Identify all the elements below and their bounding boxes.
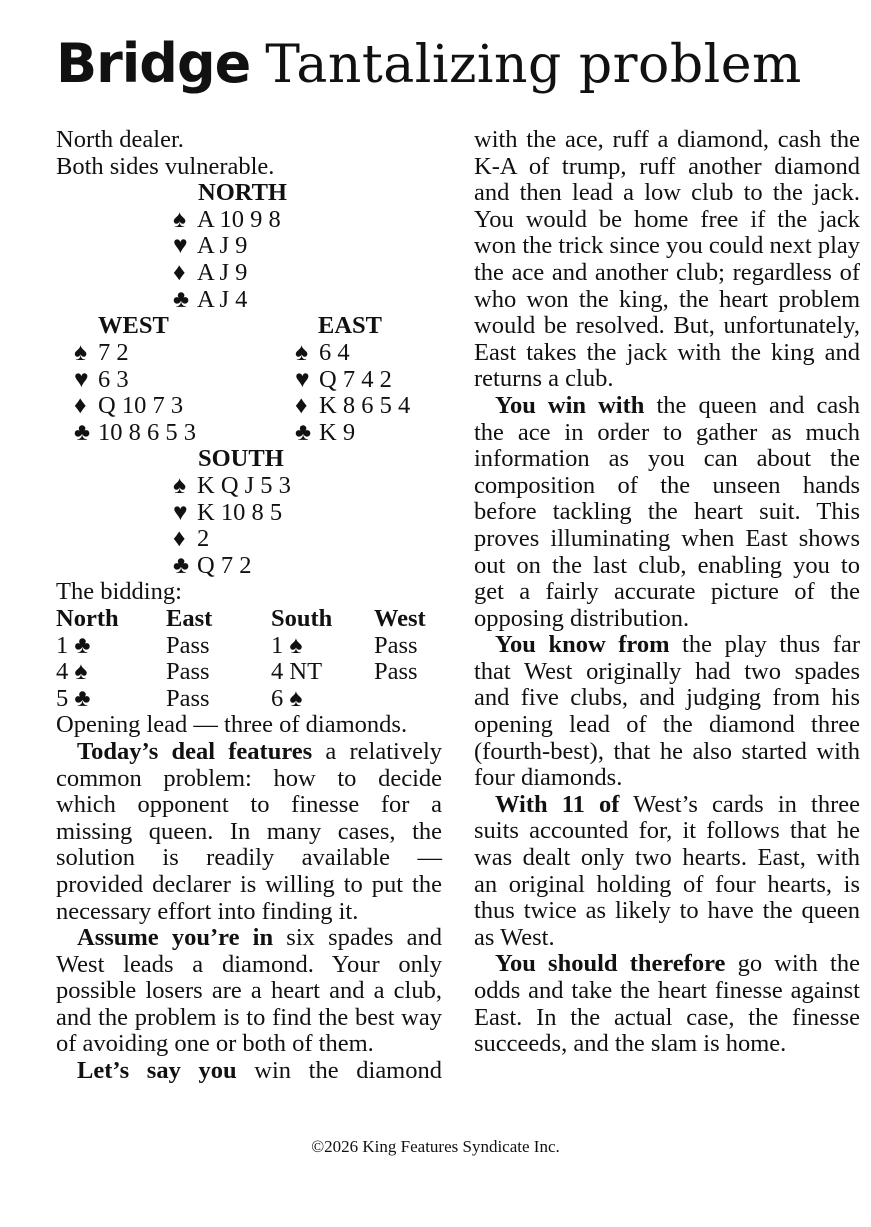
north-spades: ♠ A 10 9 8: [173, 205, 281, 233]
bidding-header: North: [56, 604, 119, 632]
club-icon: ♣: [295, 418, 312, 446]
diamond-icon: ♦: [295, 392, 308, 420]
bid-cell: Pass: [374, 631, 418, 659]
south-hearts: ♥ K 10 8 5: [173, 498, 283, 526]
column-title: [56, 22, 856, 105]
bidding-table: [56, 606, 442, 712]
heart-icon: ♥: [74, 365, 89, 393]
club-icon: ♣: [173, 551, 190, 579]
column-brand: Bridge: [56, 32, 251, 95]
opening-lead: Opening lead — three of diamonds.: [56, 711, 408, 739]
west-east-hands: [56, 340, 442, 446]
article-paragraph: with the ace, ruff a diamond, cash the K-A of trump, ruff another diamond and then lead a low club to the jack. You would be home free if the jack won the trick since you could next play the ace and another club; regardless of who won the king, the heart problem would be resolved. But, unfortunately, East takes the jack with the king and returns a club.: [474, 126, 860, 393]
bidding-header: East: [166, 604, 213, 632]
west-clubs: ♣ 10 8 6 5 3: [74, 418, 196, 446]
spade-icon: ♠: [295, 339, 309, 366]
east-spades: ♠ 6 4: [295, 339, 350, 366]
bidding-row: [56, 686, 442, 713]
heart-icon: ♥: [295, 365, 310, 393]
south-diamonds: ♦ 2: [173, 525, 210, 553]
east-clubs: ♣ K 9: [295, 418, 356, 446]
east-diamonds: ♦ K 8 6 5 4: [295, 392, 411, 420]
article-paragraph: With 11 of West’s cards in three suits accounted for, it follows that he was dealt only two hearts. East, with an original holding of four hearts, is thus twice as likely to have the queen as West.: [474, 790, 860, 951]
copyright-notice: ©2026 King Features Syndicate Inc.: [311, 1137, 560, 1156]
article-paragraph: You know from the play thus far that West originally had two spades and five clubs, and judging from his opening lead of the diamond three (fourth-best), that he also started with four diamonds.: [474, 631, 860, 792]
bid-cell: [374, 686, 442, 713]
bidding-header: West: [374, 604, 426, 632]
bid-cell: 6 ♠: [271, 684, 303, 712]
west-diamonds: ♦ Q 10 7 3: [74, 392, 184, 420]
west-label: WEST: [98, 312, 169, 340]
bidding-row: [56, 633, 442, 660]
column-headline: Tantalizing problem: [265, 35, 802, 95]
diamond-icon: ♦: [173, 525, 186, 553]
heart-icon: ♥: [173, 498, 188, 526]
north-hearts: ♥ A J 9: [173, 232, 248, 260]
south-spades: ♠ K Q J 5 3: [173, 471, 291, 499]
vulnerability-line: Both sides vulnerable.: [56, 152, 275, 180]
spade-icon: ♠: [74, 339, 88, 366]
spade-icon: ♠: [173, 205, 187, 233]
article-paragraph: Assume you’re in six spades and West leads a diamond. Your only possible losers are a heart and a club, and the problem is to find the best way of avoiding one or both of them.: [56, 924, 442, 1058]
diamond-icon: ♦: [173, 258, 186, 286]
left-column: [56, 127, 442, 1085]
north-diamonds: ♦ A J 9: [173, 258, 248, 286]
article-paragraph: Today’s deal features a relatively common problem: how to decide which opponent to finesse for a missing queen. In many cases, the solution is readily available — provided declarer is willing to put the necessary effort into finding it.: [56, 737, 443, 925]
bidding-row: [56, 659, 442, 686]
right-column: [474, 127, 860, 1058]
west-hearts: ♥ 6 3: [74, 365, 129, 393]
bidding-header: South: [271, 604, 333, 632]
west-spades: ♠ 7 2: [74, 339, 129, 366]
north-label: NORTH: [198, 179, 287, 207]
bid-cell: 1 ♣: [56, 631, 91, 659]
south-label: SOUTH: [198, 445, 284, 473]
article-paragraph: You win with the queen and cash the ace in order to gather as much information as you can about the composition of the unseen hands before tackling the heart suit. This proves illuminating when East shows out on the last club, enabling you to get a fairly accurate picture of the opposing distribution.: [474, 391, 861, 632]
bid-cell: 4 NT: [271, 658, 323, 686]
club-icon: ♣: [74, 418, 91, 446]
bid-cell: Pass: [374, 658, 418, 686]
heart-icon: ♥: [173, 232, 188, 260]
east-hearts: ♥ Q 7 4 2: [295, 365, 392, 393]
bid-cell: Pass: [166, 684, 210, 712]
east-label: EAST: [318, 312, 383, 340]
club-icon: ♣: [173, 285, 190, 313]
article-paragraph: You should therefore go with the odds and take the heart finesse against East. In the actual case, the finesse succeeds, and the slam is home.: [474, 950, 860, 1058]
bidding-header-row: [56, 606, 442, 633]
bidding-title: The bidding:: [56, 578, 182, 606]
north-clubs: ♣ A J 4: [173, 285, 248, 313]
south-clubs: ♣ Q 7 2: [173, 551, 252, 579]
bid-cell: 4 ♠: [56, 658, 88, 686]
dealer-line: North dealer.: [56, 126, 184, 153]
diamond-icon: ♦: [74, 392, 87, 420]
article-paragraph: Let’s say you win the diamond: [77, 1057, 442, 1085]
spade-icon: ♠: [173, 471, 187, 499]
bid-cell: Pass: [166, 658, 210, 686]
bid-cell: 1 ♠: [271, 631, 303, 659]
bid-cell: 5 ♣: [56, 684, 91, 712]
south-hand: [56, 446, 442, 579]
bid-cell: Pass: [166, 631, 210, 659]
